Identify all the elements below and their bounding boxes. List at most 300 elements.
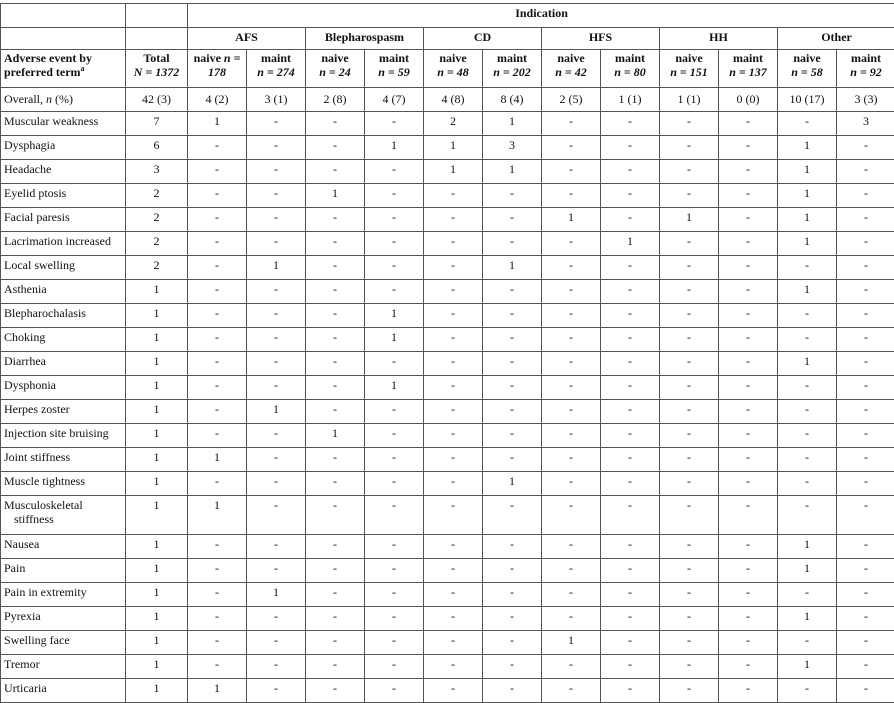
- subcolumn-header: [424, 50, 483, 88]
- total-cell: 1: [126, 424, 188, 448]
- value-cell: -: [542, 136, 601, 160]
- value-cell: -: [188, 160, 247, 184]
- value-cell: -: [424, 304, 483, 328]
- value-cell: -: [660, 376, 719, 400]
- value-cell: -: [660, 607, 719, 631]
- value-cell: 1: [306, 424, 365, 448]
- header-blank-cell: [126, 4, 188, 28]
- table-row: [1, 655, 894, 679]
- value-cell: -: [483, 184, 542, 208]
- value-cell: -: [601, 583, 660, 607]
- value-cell: -: [601, 184, 660, 208]
- value-cell: -: [601, 535, 660, 559]
- value-cell: -: [542, 304, 601, 328]
- term-cell: [1, 256, 126, 280]
- value-cell: -: [660, 679, 719, 703]
- value-cell: -: [542, 376, 601, 400]
- term-text: Asthenia: [4, 282, 47, 296]
- total-cell: 6: [126, 136, 188, 160]
- table-row: [1, 352, 894, 376]
- term-text: Muscular weakness: [4, 114, 98, 128]
- subcolumn-header: [542, 50, 601, 88]
- value-cell: -: [247, 376, 306, 400]
- value-cell: -: [247, 655, 306, 679]
- total-cell: 2: [126, 208, 188, 232]
- value-cell: -: [601, 424, 660, 448]
- value-cell: -: [247, 208, 306, 232]
- total-cell: 1: [126, 304, 188, 328]
- value-cell: -: [837, 256, 894, 280]
- value-cell: -: [188, 583, 247, 607]
- value-cell: -: [542, 607, 601, 631]
- subcolumn-n: n = 42: [555, 65, 587, 79]
- value-cell: -: [837, 496, 894, 535]
- value-cell: -: [306, 448, 365, 472]
- term-text: Diarrhea: [4, 354, 46, 368]
- value-cell: -: [247, 328, 306, 352]
- value-cell: -: [306, 232, 365, 256]
- value-cell: -: [306, 679, 365, 703]
- value-cell: -: [483, 559, 542, 583]
- value-cell: -: [188, 136, 247, 160]
- overall-value: 1 (1): [601, 88, 660, 112]
- value-cell: -: [483, 328, 542, 352]
- value-cell: -: [778, 631, 837, 655]
- value-cell: -: [247, 280, 306, 304]
- value-cell: -: [483, 496, 542, 535]
- value-cell: -: [660, 400, 719, 424]
- value-cell: -: [719, 160, 778, 184]
- subcolumn-label: maint: [261, 51, 291, 65]
- overall-total: 42 (3): [126, 88, 188, 112]
- group-header-hh: HH: [660, 28, 778, 50]
- value-cell: 1: [483, 160, 542, 184]
- overall-value: 8 (4): [483, 88, 542, 112]
- value-cell: -: [365, 232, 424, 256]
- table-row: [1, 160, 894, 184]
- subcolumn-label: maint: [497, 51, 527, 65]
- total-n: N = 1372: [134, 65, 180, 79]
- term-cell: [1, 280, 126, 304]
- value-cell: -: [365, 160, 424, 184]
- subcolumn-header: [660, 50, 719, 88]
- value-cell: -: [424, 208, 483, 232]
- term-text: Injection site bruising: [4, 426, 109, 440]
- value-cell: -: [424, 535, 483, 559]
- value-cell: -: [247, 304, 306, 328]
- value-cell: -: [188, 232, 247, 256]
- value-cell: -: [601, 607, 660, 631]
- term-cell: [1, 535, 126, 559]
- value-cell: 1: [365, 136, 424, 160]
- table-row: [1, 631, 894, 655]
- value-cell: -: [247, 112, 306, 136]
- value-cell: -: [837, 400, 894, 424]
- term-column-label: Adverse event by preferred term: [4, 51, 92, 79]
- overall-value: 10 (17): [778, 88, 837, 112]
- term-text: Swelling face: [4, 633, 70, 647]
- value-cell: -: [365, 559, 424, 583]
- value-cell: -: [837, 304, 894, 328]
- value-cell: -: [542, 535, 601, 559]
- value-cell: -: [483, 280, 542, 304]
- value-cell: -: [483, 232, 542, 256]
- value-cell: -: [188, 535, 247, 559]
- table-row: [1, 328, 894, 352]
- table-row: [1, 535, 894, 559]
- value-cell: 1: [778, 136, 837, 160]
- value-cell: -: [837, 535, 894, 559]
- group-header-afs: AFS: [188, 28, 306, 50]
- value-cell: -: [424, 448, 483, 472]
- table-row: [1, 184, 894, 208]
- value-cell: 1: [778, 160, 837, 184]
- overall-value: 1 (1): [660, 88, 719, 112]
- total-cell: 1: [126, 376, 188, 400]
- table-row: [1, 208, 894, 232]
- value-cell: 1: [247, 583, 306, 607]
- value-cell: -: [188, 400, 247, 424]
- value-cell: -: [719, 136, 778, 160]
- total-cell: 1: [126, 583, 188, 607]
- value-cell: 1: [483, 472, 542, 496]
- value-cell: -: [719, 607, 778, 631]
- value-cell: 1: [483, 256, 542, 280]
- value-cell: -: [778, 472, 837, 496]
- subcolumn-label: maint: [733, 51, 763, 65]
- value-cell: -: [660, 160, 719, 184]
- value-cell: -: [601, 559, 660, 583]
- value-cell: -: [778, 424, 837, 448]
- subcolumn-header: [365, 50, 424, 88]
- value-cell: -: [660, 112, 719, 136]
- value-cell: -: [247, 631, 306, 655]
- value-cell: -: [660, 184, 719, 208]
- value-cell: -: [778, 679, 837, 703]
- term-text: Pain: [4, 561, 25, 575]
- value-cell: 1: [424, 136, 483, 160]
- value-cell: -: [542, 232, 601, 256]
- value-cell: 1: [365, 328, 424, 352]
- value-cell: 1: [542, 631, 601, 655]
- term-cell: [1, 304, 126, 328]
- value-cell: -: [837, 655, 894, 679]
- value-cell: -: [719, 583, 778, 607]
- value-cell: 1: [778, 352, 837, 376]
- value-cell: -: [601, 400, 660, 424]
- value-cell: -: [542, 400, 601, 424]
- value-cell: -: [188, 280, 247, 304]
- total-cell: 1: [126, 448, 188, 472]
- term-text: Choking: [4, 330, 45, 344]
- value-cell: -: [247, 607, 306, 631]
- total-column-header: [126, 50, 188, 88]
- overall-value: 4 (8): [424, 88, 483, 112]
- table-row: [1, 607, 894, 631]
- overall-value: 2 (5): [542, 88, 601, 112]
- term-text: Dysphonia: [4, 378, 56, 392]
- table-row: [1, 448, 894, 472]
- term-cell: [1, 448, 126, 472]
- value-cell: -: [660, 232, 719, 256]
- table-row: [1, 280, 894, 304]
- table-row: [1, 376, 894, 400]
- value-cell: -: [719, 400, 778, 424]
- value-cell: -: [483, 376, 542, 400]
- value-cell: -: [660, 559, 719, 583]
- term-cell: [1, 400, 126, 424]
- value-cell: 1: [247, 400, 306, 424]
- value-cell: -: [837, 232, 894, 256]
- value-cell: -: [365, 400, 424, 424]
- value-cell: -: [188, 376, 247, 400]
- value-cell: -: [601, 352, 660, 376]
- subcolumn-n: n = 178: [208, 51, 240, 79]
- value-cell: 3: [483, 136, 542, 160]
- value-cell: -: [778, 448, 837, 472]
- value-cell: -: [306, 559, 365, 583]
- value-cell: -: [424, 232, 483, 256]
- overall-value: 3 (1): [247, 88, 306, 112]
- subcolumn-label: maint: [851, 51, 881, 65]
- value-cell: -: [542, 424, 601, 448]
- total-cell: 1: [126, 280, 188, 304]
- indication-header: Indication: [188, 4, 894, 28]
- value-cell: -: [837, 424, 894, 448]
- subcolumn-n: n = 151: [670, 65, 708, 79]
- value-cell: -: [542, 472, 601, 496]
- value-cell: -: [719, 328, 778, 352]
- value-cell: -: [660, 535, 719, 559]
- term-cell: [1, 136, 126, 160]
- value-cell: -: [188, 256, 247, 280]
- value-cell: -: [306, 352, 365, 376]
- value-cell: -: [778, 376, 837, 400]
- value-cell: 1: [778, 535, 837, 559]
- value-cell: -: [306, 112, 365, 136]
- value-cell: -: [542, 583, 601, 607]
- value-cell: 1: [188, 679, 247, 703]
- value-cell: -: [719, 424, 778, 448]
- subcolumn-n: n = 80: [614, 65, 646, 79]
- value-cell: -: [306, 607, 365, 631]
- value-cell: -: [601, 376, 660, 400]
- subcolumn-header: [778, 50, 837, 88]
- value-cell: -: [837, 679, 894, 703]
- term-cell: [1, 352, 126, 376]
- value-cell: -: [188, 559, 247, 583]
- value-cell: -: [542, 448, 601, 472]
- value-cell: -: [365, 679, 424, 703]
- value-cell: -: [719, 496, 778, 535]
- subcolumn-label: naive: [439, 51, 466, 65]
- overall-label-n: n: [46, 92, 52, 106]
- value-cell: -: [424, 559, 483, 583]
- adverse-events-table: [0, 3, 894, 703]
- total-cell: 2: [126, 232, 188, 256]
- value-cell: 2: [424, 112, 483, 136]
- value-cell: -: [660, 496, 719, 535]
- value-cell: -: [365, 607, 424, 631]
- value-cell: -: [837, 352, 894, 376]
- overall-value: 0 (0): [719, 88, 778, 112]
- term-text: Blepharochalasis: [4, 306, 86, 320]
- term-text: Facial paresis: [4, 210, 70, 224]
- value-cell: -: [247, 448, 306, 472]
- term-cell: [1, 472, 126, 496]
- value-cell: -: [601, 631, 660, 655]
- value-cell: 1: [247, 256, 306, 280]
- value-cell: -: [483, 607, 542, 631]
- value-cell: 1: [660, 208, 719, 232]
- value-cell: -: [719, 352, 778, 376]
- value-cell: -: [483, 631, 542, 655]
- value-cell: -: [188, 352, 247, 376]
- header-blank-cell: [126, 28, 188, 50]
- value-cell: -: [660, 136, 719, 160]
- overall-value: 3 (3): [837, 88, 894, 112]
- value-cell: -: [719, 376, 778, 400]
- value-cell: -: [188, 631, 247, 655]
- total-cell: 1: [126, 400, 188, 424]
- value-cell: -: [188, 304, 247, 328]
- value-cell: -: [601, 496, 660, 535]
- term-text: Herpes zoster: [4, 402, 70, 416]
- value-cell: 1: [778, 280, 837, 304]
- subcolumn-header: [837, 50, 894, 88]
- table-row: [1, 559, 894, 583]
- total-cell: 1: [126, 535, 188, 559]
- value-cell: -: [247, 160, 306, 184]
- value-cell: 1: [778, 232, 837, 256]
- term-cell: [1, 184, 126, 208]
- value-cell: -: [483, 583, 542, 607]
- term-text: Headache: [4, 162, 51, 176]
- term-text-continued: stiffness: [4, 512, 54, 526]
- value-cell: -: [660, 328, 719, 352]
- footnote-marker: a: [81, 64, 85, 73]
- value-cell: -: [837, 280, 894, 304]
- table-row: [1, 496, 894, 535]
- overall-value: 2 (8): [306, 88, 365, 112]
- value-cell: -: [542, 559, 601, 583]
- value-cell: -: [306, 328, 365, 352]
- value-cell: -: [483, 679, 542, 703]
- value-cell: -: [306, 376, 365, 400]
- value-cell: -: [424, 655, 483, 679]
- value-cell: -: [778, 583, 837, 607]
- value-cell: -: [365, 352, 424, 376]
- value-cell: -: [778, 400, 837, 424]
- value-cell: -: [837, 583, 894, 607]
- value-cell: -: [719, 184, 778, 208]
- term-text: Joint stiffness: [4, 450, 70, 464]
- value-cell: -: [719, 112, 778, 136]
- term-cell: [1, 112, 126, 136]
- table-row: [1, 304, 894, 328]
- value-cell: -: [365, 496, 424, 535]
- value-cell: -: [660, 655, 719, 679]
- header-blank-cell: [1, 28, 126, 50]
- value-cell: -: [778, 256, 837, 280]
- value-cell: -: [424, 583, 483, 607]
- value-cell: 1: [483, 112, 542, 136]
- value-cell: -: [837, 136, 894, 160]
- value-cell: -: [306, 472, 365, 496]
- term-cell: [1, 655, 126, 679]
- table-row: [1, 112, 894, 136]
- value-cell: -: [247, 496, 306, 535]
- value-cell: -: [837, 607, 894, 631]
- value-cell: -: [719, 256, 778, 280]
- term-cell: [1, 160, 126, 184]
- term-text: Nausea: [4, 537, 39, 551]
- value-cell: -: [601, 208, 660, 232]
- subcolumn-label: maint: [615, 51, 645, 65]
- overall-label-prefix: Overall,: [4, 92, 46, 106]
- term-cell: [1, 376, 126, 400]
- value-cell: -: [365, 424, 424, 448]
- value-cell: -: [660, 424, 719, 448]
- value-cell: -: [483, 424, 542, 448]
- value-cell: -: [188, 208, 247, 232]
- value-cell: -: [601, 256, 660, 280]
- value-cell: -: [306, 280, 365, 304]
- term-text: Dysphagia: [4, 138, 55, 152]
- value-cell: -: [601, 304, 660, 328]
- overall-label: [1, 88, 126, 112]
- value-cell: -: [660, 472, 719, 496]
- value-cell: -: [306, 400, 365, 424]
- overall-value: 4 (7): [365, 88, 424, 112]
- table-row: [1, 424, 894, 448]
- value-cell: -: [306, 631, 365, 655]
- value-cell: 1: [188, 496, 247, 535]
- subcolumn-header: [188, 50, 247, 88]
- term-cell: [1, 559, 126, 583]
- overall-value: 4 (2): [188, 88, 247, 112]
- value-cell: -: [306, 583, 365, 607]
- value-cell: -: [601, 328, 660, 352]
- value-cell: -: [483, 208, 542, 232]
- header-blank-cell: [1, 4, 126, 28]
- value-cell: -: [306, 496, 365, 535]
- total-cell: 1: [126, 559, 188, 583]
- subcolumn-n: n = 58: [791, 65, 823, 79]
- subcolumn-header: [306, 50, 365, 88]
- value-cell: -: [483, 535, 542, 559]
- subcolumn-n: n = 59: [378, 65, 410, 79]
- value-cell: 1: [306, 184, 365, 208]
- value-cell: -: [542, 160, 601, 184]
- term-column-header: [1, 50, 126, 88]
- value-cell: -: [424, 376, 483, 400]
- value-cell: -: [837, 472, 894, 496]
- overall-label-suffix: (%): [52, 92, 73, 106]
- value-cell: 1: [778, 208, 837, 232]
- value-cell: -: [719, 304, 778, 328]
- value-cell: -: [837, 376, 894, 400]
- value-cell: -: [719, 232, 778, 256]
- value-cell: -: [424, 472, 483, 496]
- value-cell: 1: [365, 304, 424, 328]
- value-cell: 1: [365, 376, 424, 400]
- group-header-cd: CD: [424, 28, 542, 50]
- term-cell: [1, 679, 126, 703]
- value-cell: -: [837, 184, 894, 208]
- total-cell: 2: [126, 184, 188, 208]
- value-cell: -: [778, 304, 837, 328]
